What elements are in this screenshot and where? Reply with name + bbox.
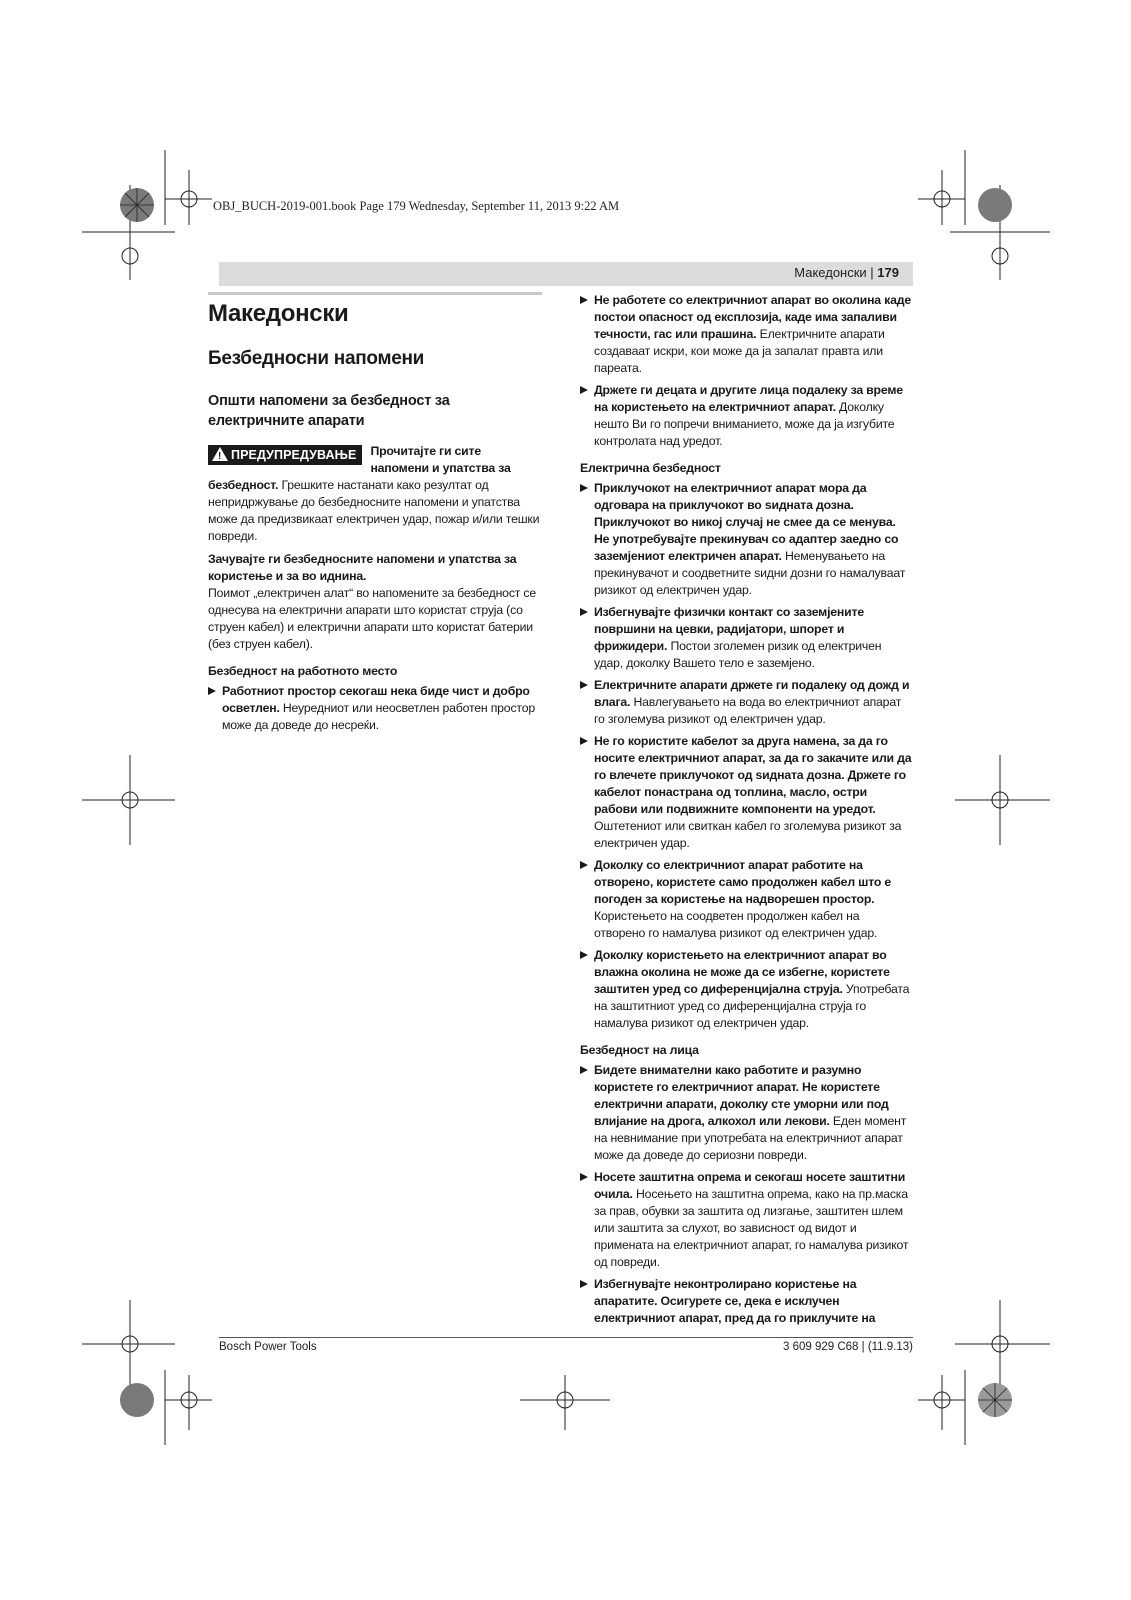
list-item xyxy=(580,604,913,672)
page-number: 179 xyxy=(877,265,899,280)
item-bold: Држете ги децата и другите лица подалеку за време на користењето на електричниот апарат. xyxy=(594,383,903,414)
persons-list xyxy=(580,1062,913,1327)
warning-bold: Прочитајте ги сите напомени и упатства за безбедност. xyxy=(208,444,511,492)
list-item xyxy=(580,382,913,450)
item-bold: Избегнувајте физички контакт со заземјените површини на цевки, радијатори, шпорет и фрижидери. xyxy=(594,605,864,653)
item-bold: Не работете со електричниот апарат во околина каде постои опасност од експлозија, каде има запаливи течности, гас или прашина. xyxy=(594,293,911,341)
band-separator: | xyxy=(866,265,878,280)
item-bold: Електричните апарати држете ги подалеку од дожд и влага. xyxy=(594,678,910,709)
workplace-list xyxy=(208,683,542,734)
item-bold: Доколку користењето на електричниот апарат во влажна околина не може да се избегне, користете заштитен уред со диференцијална струја. xyxy=(594,948,890,996)
item-text: Користењето на соодветен продолжен кабел на отворено го намалува ризикот од електричен удар. xyxy=(594,909,878,940)
item-text: Оштетениот или свиткан кабел го зголемува ризикот за електричен удар. xyxy=(594,819,902,850)
warning-label: ПРЕДУПРЕДУВАЊЕ xyxy=(231,448,357,462)
item-bold: Доколку со електричниот апарат работите на отворено, користете само продолжен кабел што е погоден за користење на надворешен простор. xyxy=(594,858,892,906)
list-item xyxy=(580,1062,913,1164)
left-column xyxy=(208,292,542,739)
persons-heading: Безбедност на лица xyxy=(580,1043,699,1057)
item-text: Навлегувањето на вода во електричниот апарат го зголемува ризикот од електричен удар. xyxy=(594,695,902,726)
print-header: OBJ_BUCH-2019-001.book Page 179 Wednesday, September 11, 2013 9:22 AM xyxy=(213,199,620,213)
warning-text: Грешките настанати како резултат од непридржување до безбедносните напомени и упатства може да предизвикаат електричен удар, пожар и/или тешки повреди. xyxy=(208,478,540,543)
subsection-title: Општи напомени за безбедност за електричните апарати xyxy=(208,393,450,429)
item-bold: Избегнувајте неконтролирано користење на апаратите. Осигурете се, дека е исклучен електричниот апарат, пред да го приклучите на xyxy=(594,1277,876,1325)
language-title: Македонски xyxy=(208,300,349,327)
item-text: Носењето на заштитна опрема, како на пр.маска за прав, обувки за заштита од лизгање, заштитен шлем или заштита за слухот, во зависност од видот и примената на електричниот апарат, го намалува ризикот од повреди. xyxy=(594,1187,909,1269)
list-item xyxy=(580,292,913,377)
page-band xyxy=(219,262,913,286)
keep-instructions: Зачувајте ги безбедносните напомени и упатства за користење и за во иднина. xyxy=(208,552,517,583)
item-bold: Не го користите кабелот за друга намена, за да го носите електричниот апарат, за да го закачите или да го влечете приклучокот од ѕидната дозна. Држете го кабелот понастрана од топлина, масло, остри рабови или подвижните компоненти на уредот. xyxy=(594,734,912,816)
item-text: Доколку нешто Ви го попречи вниманието, може да ја изгубите контролата над уредот. xyxy=(594,400,895,448)
warning-icon xyxy=(212,447,228,461)
list-item xyxy=(580,733,913,852)
list-item xyxy=(580,1276,913,1327)
general-list xyxy=(580,292,913,450)
item-text: Неуредниот или неосветлен работен простор може да доведе до несреќи. xyxy=(222,701,535,732)
list-item xyxy=(580,1169,913,1271)
item-text: Употребата на заштитниот уред со диференцијална струја го намалува ризикот од електричен удар. xyxy=(594,982,910,1030)
workplace-heading: Безбедност на работното место xyxy=(208,664,398,678)
list-item xyxy=(580,677,913,728)
section-title: Безбедносни напомени xyxy=(208,348,425,369)
item-bold: Работниот простор секогаш нека биде чист и добро осветлен. xyxy=(222,684,530,715)
footer-rule xyxy=(219,1337,913,1338)
item-bold: Бидете внимателни како работите и разумно користете го електричниот апарат. Не користете електрични апарати, доколку сте уморни или под влијание на дрога, алкохол или лекови. xyxy=(594,1063,889,1128)
electric-list xyxy=(580,480,913,1032)
item-text: Постои зголемен ризик од електричен удар, доколку Вашето тело е заземјено. xyxy=(594,639,882,670)
page-band-label xyxy=(794,265,899,280)
electric-heading: Електрична безбедност xyxy=(580,461,721,475)
item-text: Неменувањето на прекинувачот и соодветните ѕидни дозни го намалуваат ризикот од електричен удар. xyxy=(594,549,906,597)
item-text: Еден момент на невнимание при употребата на електричниот апарат може да доведе до сериозни повреди. xyxy=(594,1114,907,1162)
item-bold: Носете заштитна опрема и секогаш носете заштитни очила. xyxy=(594,1170,906,1201)
footer-brand: Bosch Power Tools xyxy=(219,1341,317,1353)
warning-badge xyxy=(208,445,362,465)
list-item xyxy=(580,480,913,599)
list-item xyxy=(208,683,542,734)
band-language: Македонски xyxy=(794,265,867,280)
term-definition: Поимот „електричен алат“ во напомените за безбедност се однесува на електрични апарати што користат струја (со струен кабел) и електрични апарати што користат батерии (без струен кабел). xyxy=(208,586,537,651)
warning-paragraph xyxy=(208,443,542,545)
item-bold: Приклучокот на електричниот апарат мора да одговара на приклучокот во ѕидната дозна. Приклучокот во никој случај не смее да се менува. Не употребувајте прекинувач со адаптер заедно со заземјениот електричен апарат. xyxy=(594,481,899,563)
list-item xyxy=(580,947,913,1032)
footer-code: 3 609 929 C68 | (11.9.13) xyxy=(782,1341,913,1353)
list-item xyxy=(580,857,913,942)
right-column xyxy=(580,292,913,1332)
item-text: Електричните апарати создаваат искри, кои може да ја запалат правта или пареата. xyxy=(594,327,885,375)
